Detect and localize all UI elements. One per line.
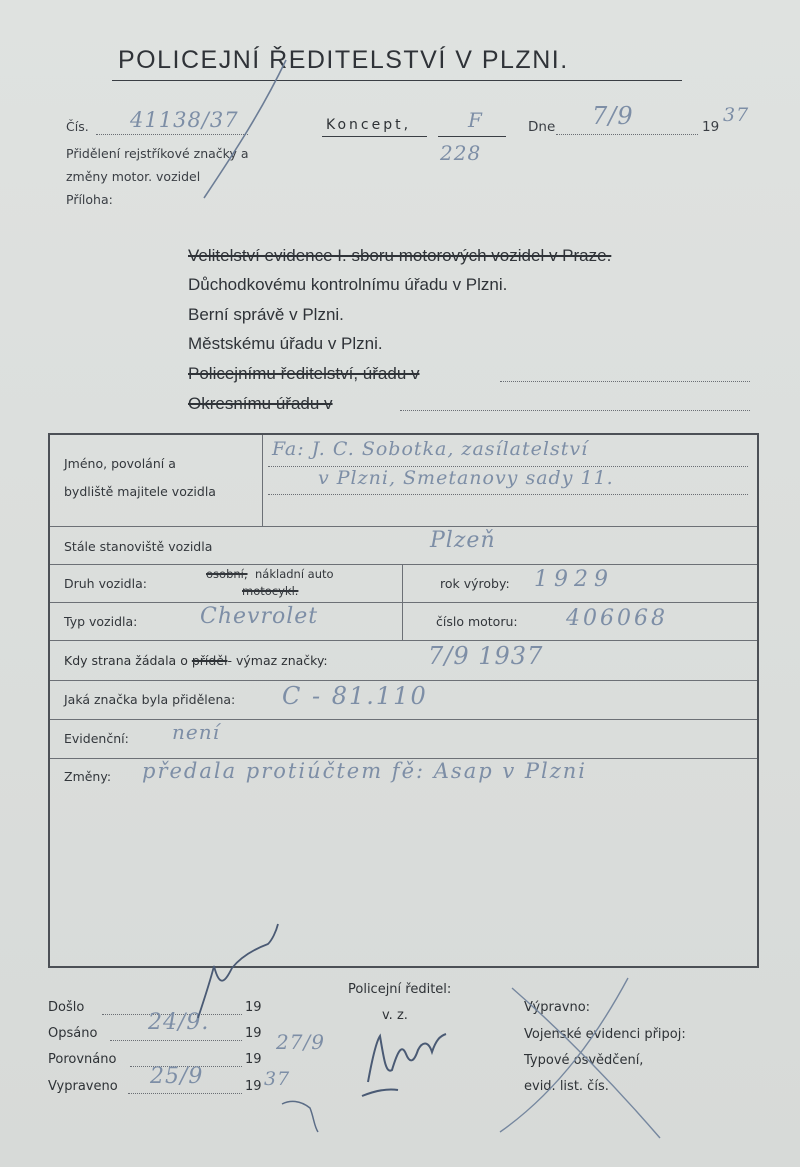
koncept-value-2: 228 — [440, 141, 482, 165]
cross-out-x — [500, 978, 660, 1138]
kind-option-nakladni: nákladní auto — [255, 567, 334, 581]
motor-label: číslo motoru: — [436, 614, 518, 629]
year-value: 1929 — [534, 567, 614, 592]
subject-line-2: změny motor. vozidel — [66, 169, 201, 184]
koncept-label: Koncept, — [326, 117, 412, 133]
addressee-6: Okresnímu úřadu v — [188, 394, 333, 413]
opsano-value: 24/9. — [148, 1010, 210, 1035]
vypraveno-year-prefix: 19 — [245, 1079, 262, 1094]
changes-value: předala protiúčtem fě: Asap v Plzni — [142, 759, 588, 783]
addressee-3: Berní správě v Plzni. — [188, 305, 344, 324]
opsano-year: 19 — [245, 1026, 262, 1041]
typove-label: Typové osvědčení, — [524, 1053, 644, 1068]
director-signature — [362, 1034, 446, 1096]
dne-value: 7/9 — [592, 102, 634, 130]
request-label-b: - výmaz značky: — [227, 653, 328, 668]
owner-label-2: bydliště majitele vozidla — [64, 484, 216, 499]
opsano-label: Opsáno — [48, 1026, 98, 1041]
year-prefix: 19 — [702, 119, 720, 135]
doslo-label: Došlo — [48, 1000, 85, 1015]
owner-value-1: Fa: J. C. Sobotka, zasílatelství — [272, 438, 589, 460]
plate-value: C - 81.110 — [282, 682, 428, 710]
porovnano-label: Porovnáno — [48, 1052, 117, 1067]
vypraveno-year: 37 — [264, 1068, 291, 1090]
year-label: rok výroby: — [440, 576, 510, 591]
vojenske-label: Vojenské evidenci připoj: — [524, 1027, 686, 1042]
evid-label: Evidenční: — [64, 731, 129, 746]
motor-value: 406068 — [566, 606, 668, 631]
addressee-5: Policejnímu ředitelství, úřadu v — [188, 364, 420, 383]
changes-label: Změny: — [64, 769, 112, 784]
doslo-year: 19 — [245, 1000, 262, 1015]
cis-label: Čís. — [66, 119, 89, 134]
subject-line-1: Přidělení rejstříkové značky a — [66, 146, 249, 161]
station-value: Plzeň — [430, 528, 496, 553]
plate-label: Jaká značka byla přidělena: — [64, 692, 236, 707]
evid-value: není — [172, 720, 220, 744]
koncept-value-1: F — [468, 108, 483, 132]
porovnano-year: 19 — [245, 1052, 262, 1067]
kind-label: Druh vozidla: — [64, 576, 147, 591]
station-label: Stále stanoviště vozidla — [64, 539, 213, 554]
side-note: 27/9 — [276, 1030, 325, 1054]
owner-value-2: v Plzni, Smetanovy sady 11. — [318, 467, 614, 489]
vypraveno-value: 25/9 — [150, 1064, 204, 1089]
evid-list-label: evid. list. čís. — [524, 1079, 609, 1094]
initials-stroke — [198, 924, 278, 1018]
director-label: Policejní ředitel: — [348, 982, 452, 997]
cis-value: 41138/37 — [130, 108, 239, 132]
dne-label: Dne — [528, 119, 556, 135]
owner-label-1: Jméno, povolání a — [64, 456, 176, 471]
type-label: Typ vozidla: — [64, 614, 138, 629]
kind-option-motocykl: motocykl. — [242, 584, 299, 598]
kind-option-osobni: osobní, — [206, 567, 248, 581]
priloha-label: Příloha: — [66, 192, 113, 207]
vypraveno-flourish — [282, 1101, 318, 1132]
addressee-1: Velitelství evidence I. sboru motorových vozidel v Praze. — [188, 246, 612, 265]
vypravno-label: Výpravno: — [524, 1000, 591, 1015]
type-value: Chevrolet — [200, 604, 319, 629]
addressee-2: Důchodkovému kontrolnímu úřadu v Plzni. — [188, 275, 508, 294]
vz-label: v. z. — [382, 1008, 408, 1023]
addressee-4: Městskému úřadu v Plzni. — [188, 334, 383, 353]
vypraveno-label: Vypraveno — [48, 1079, 118, 1094]
year-suffix: 37 — [723, 104, 750, 126]
request-label-struck: příděl — [191, 653, 228, 668]
request-label-a: Kdy strana žádala o — [64, 653, 188, 668]
request-value: 7/9 1937 — [428, 642, 544, 670]
page-title: POLICEJNÍ ŘEDITELSTVÍ V PLZNI. — [118, 46, 569, 74]
